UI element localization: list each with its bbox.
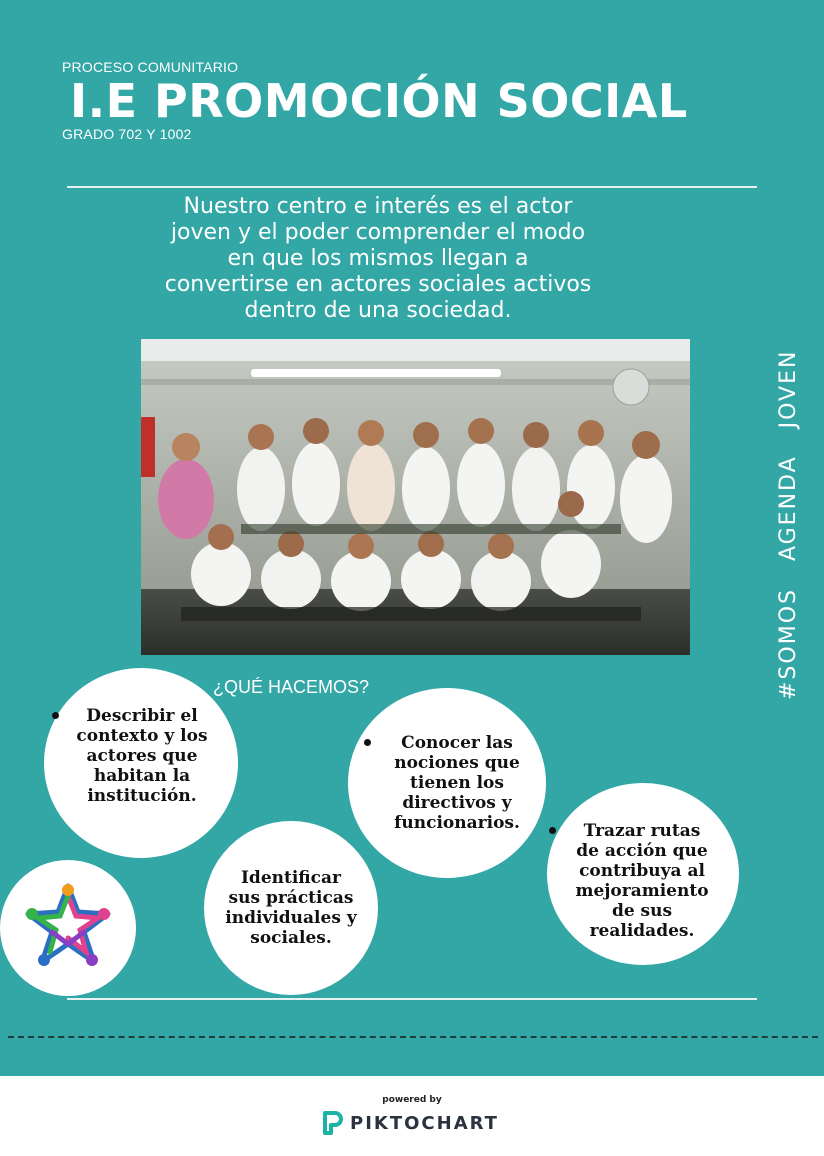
activity-line: mejoramiento	[575, 881, 709, 901]
intro-line: dentro de una sociedad.	[244, 298, 512, 323]
intro-line: en que los mismos llegan a	[227, 246, 529, 271]
activity-line: sociales.	[250, 928, 332, 948]
group-photo	[141, 339, 690, 655]
activity-line: funcionarios.	[394, 813, 520, 833]
top-divider	[67, 186, 757, 188]
activity-line: contexto y los	[76, 726, 208, 746]
activity-line: tienen los	[410, 773, 504, 793]
piktochart-logo-icon	[322, 1110, 344, 1136]
activity-line: contribuya al	[579, 861, 705, 881]
brand-name: PIKTOCHART	[350, 1112, 499, 1134]
piktochart-brand[interactable]	[322, 1110, 499, 1136]
activity-line: institución.	[87, 786, 197, 806]
activity-line: Trazar rutas	[583, 821, 701, 841]
activity-text-trazar	[566, 821, 718, 941]
activity-line: habitan la	[93, 766, 191, 786]
bullet-dot	[52, 712, 59, 719]
section-heading: ¿QUÉ HACEMOS?	[213, 677, 370, 697]
activity-line: Identificar	[240, 868, 341, 888]
activity-line: nociones que	[394, 753, 520, 773]
activity-line: directivos y	[402, 793, 512, 813]
intro-line: joven y el poder comprender el modo	[170, 220, 586, 245]
activity-line: individuales y	[225, 908, 357, 928]
bullet-dot	[549, 827, 556, 834]
community-star-logo-icon	[24, 882, 112, 966]
powered-by-text: powered by	[382, 1095, 442, 1105]
kicker-text: PROCESO COMUNITARIO	[62, 59, 239, 75]
bottom-divider	[67, 998, 757, 1000]
dashed-separator	[8, 1036, 818, 1038]
bullet-dot	[364, 739, 371, 746]
activity-text-describir	[64, 706, 220, 806]
intro-line: convertirse en actores sociales activos	[164, 272, 592, 297]
main-title: I.E PROMOCIÓN SOCIAL	[70, 74, 688, 128]
subtitle-text: GRADO 702 Y 1002	[62, 126, 192, 142]
activity-line: realidades.	[589, 921, 695, 941]
intro-paragraph	[118, 194, 638, 324]
activity-line: sus prácticas	[228, 888, 354, 908]
activity-line: actores que	[86, 746, 198, 766]
activity-line: Conocer las	[401, 733, 513, 753]
activity-line: de sus	[611, 901, 673, 921]
activity-text-identificar	[212, 868, 370, 948]
activity-text-conocer	[384, 733, 530, 833]
activity-line: Describir el	[86, 706, 198, 726]
intro-line: Nuestro centro e interés es el actor	[183, 194, 573, 219]
activity-line: de acción que	[576, 841, 708, 861]
hashtag-vertical: #SOMOS AGENDA JOVEN	[776, 349, 801, 700]
